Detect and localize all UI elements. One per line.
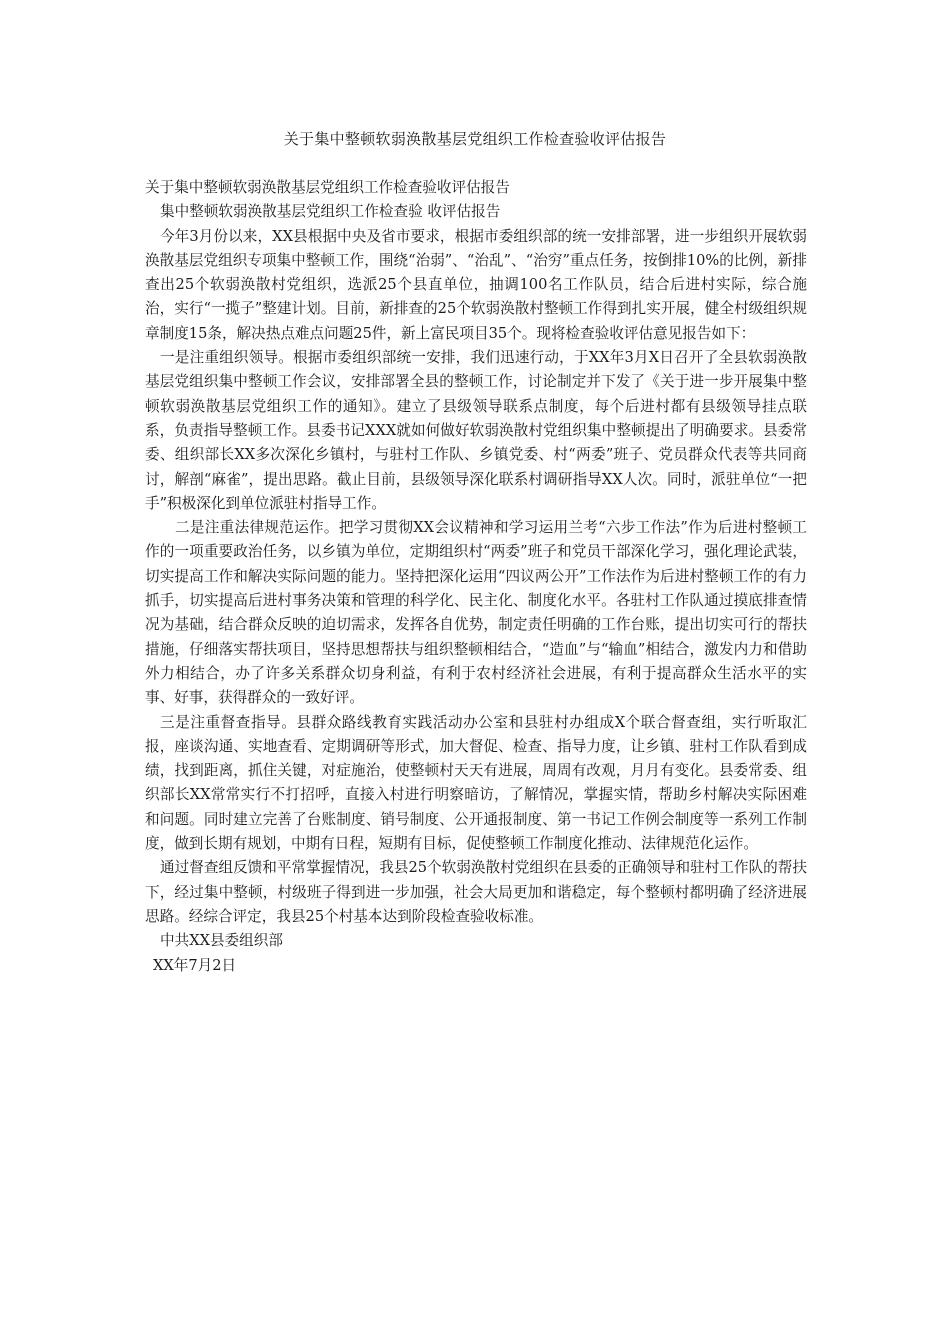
repeated-title-paragraph: 关于集中整顿软弱涣散基层党组织工作检查验收评估报告 (145, 179, 510, 196)
section-three-paragraph: 三是注重督查指导。县群众路线教育实践活动办公室和县驻村办组成X个联合督查组，实行听取汇报，座谈沟通、实地查看、定期调研等形式，加大督促、检查、指导力度，让乡镇、驻村工作队看到成绩，找到距离，抓住关键，对症施治，使整顿村天天有进展，周周有改观，月月有变化。县委常委、组织部长XX常常实行不打招呼，直接入村进行明察暗访，了解情况，掌握实情，帮助乡村解决实际困难和问题。同时建立完善了台账制度、销号制度、公开通报制度、第一书记工作例会制度等一系列工作制度，做到长期有规划，中期有日程，短期有目标，促使整顿工作制度化推动、法律规范化运作。 (145, 713, 807, 853)
section-one-paragraph: 一是注重组织领导。根据市委组织部统一安排，我们迅速行动，于XX年3月X日召开了全县软弱涣散基层党组织集中整顿工作会议，安排部署全县的整顿工作，讨论制定并下发了《关于进一步开展集中整顿软弱涣散基层党组织工作的通知》。建立了县级领导联系点制度，每个后进村都有县级领导挂点联系，负责指导整顿工作。县委书记XXX就如何做好软弱涣散村党组织集中整顿提出了明确要求。县委常委、组织部长XX多次深化乡镇村，与驻村工作队、乡镇党委、村“两委”班子、党员群众代表等共同商讨，解剖“麻雀”，提出思路。截止目前，县级领导深化联系村调研指导XX人次。同时，派驻单位“一把手”积极深化到单位派驻村指导工作。 (145, 349, 807, 512)
subtitle-paragraph: 集中整顿软弱涣散基层党组织工作检查验 收评估报告 (160, 203, 501, 221)
document-body (145, 176, 807, 978)
conclusion-paragraph: 通过督查组反馈和平常掌握情况，我县25个软弱涣散村党组织在县委的正确领导和驻村工作队的帮扶下，经过集中整顿，村级班子得到进一步加强，社会大局更加和谐稳定，每个整顿村都明确了经济进展思路。经综合评定，我县25个村基本达到阶段检查验收标准。 (145, 859, 807, 925)
section-two-paragraph: 二是注重法律规范运作。把学习贯彻XX会议精神和学习运用兰考“六步工作法”作为后进村整顿工作的一项重要政治任务，以乡镇为单位，定期组织村“两委”班子和党员干部深化学习，强化理论武装，切实提高工作和解决实际问题的能力。坚持把深化运用“四议两公开”工作法作为后进村整顿工作的有力抓手，切实提高后进村事务决策和管理的科学化、民主化、制度化水平。各驻村工作队通过摸底排查情况为基础，结合群众反映的迫切需求，发挥各自优势，制定责任明确的工作台账，提出切实可行的帮扶措施，仔细落实帮扶项目，坚持思想帮扶与组织整顿相结合，“造血”与“输血”相结合，激发内力和借助外力相结合，办了许多关系群众切身利益，有利于农村经济社会进展，有利于提高群众生活水平的实事、好事，获得群众的一致好评。 (145, 519, 807, 707)
intro-paragraph: 今年3月份以来，XX县根据中央及省市要求，根据市委组织部的统一安排部署，进一步组织开展软弱涣散基层党组织专项集中整顿工作，围绕“治弱”、“治乱”、“治穷”重点任务，按倒排10%的比例，新排查出25个软弱涣散村党组织，选派25个县直单位，抽调100名工作队员，结合后进村实际，综合施治，实行“一揽子”整建计划。目前，新排查的25个软弱涣散村整顿工作得到扎实开展，健全村级组织规章制度15条，解决热点难点问题25件，新上富民项目35个。现将检查验收评估意见报告如下： (145, 227, 807, 342)
document-title: 关于集中整顿软弱涣散基层党组织工作检查验收评估报告 (283, 130, 667, 148)
signature-date: XX年7月2日 (153, 956, 237, 974)
signature-organization: 中共XX县委组织部 (160, 932, 283, 950)
